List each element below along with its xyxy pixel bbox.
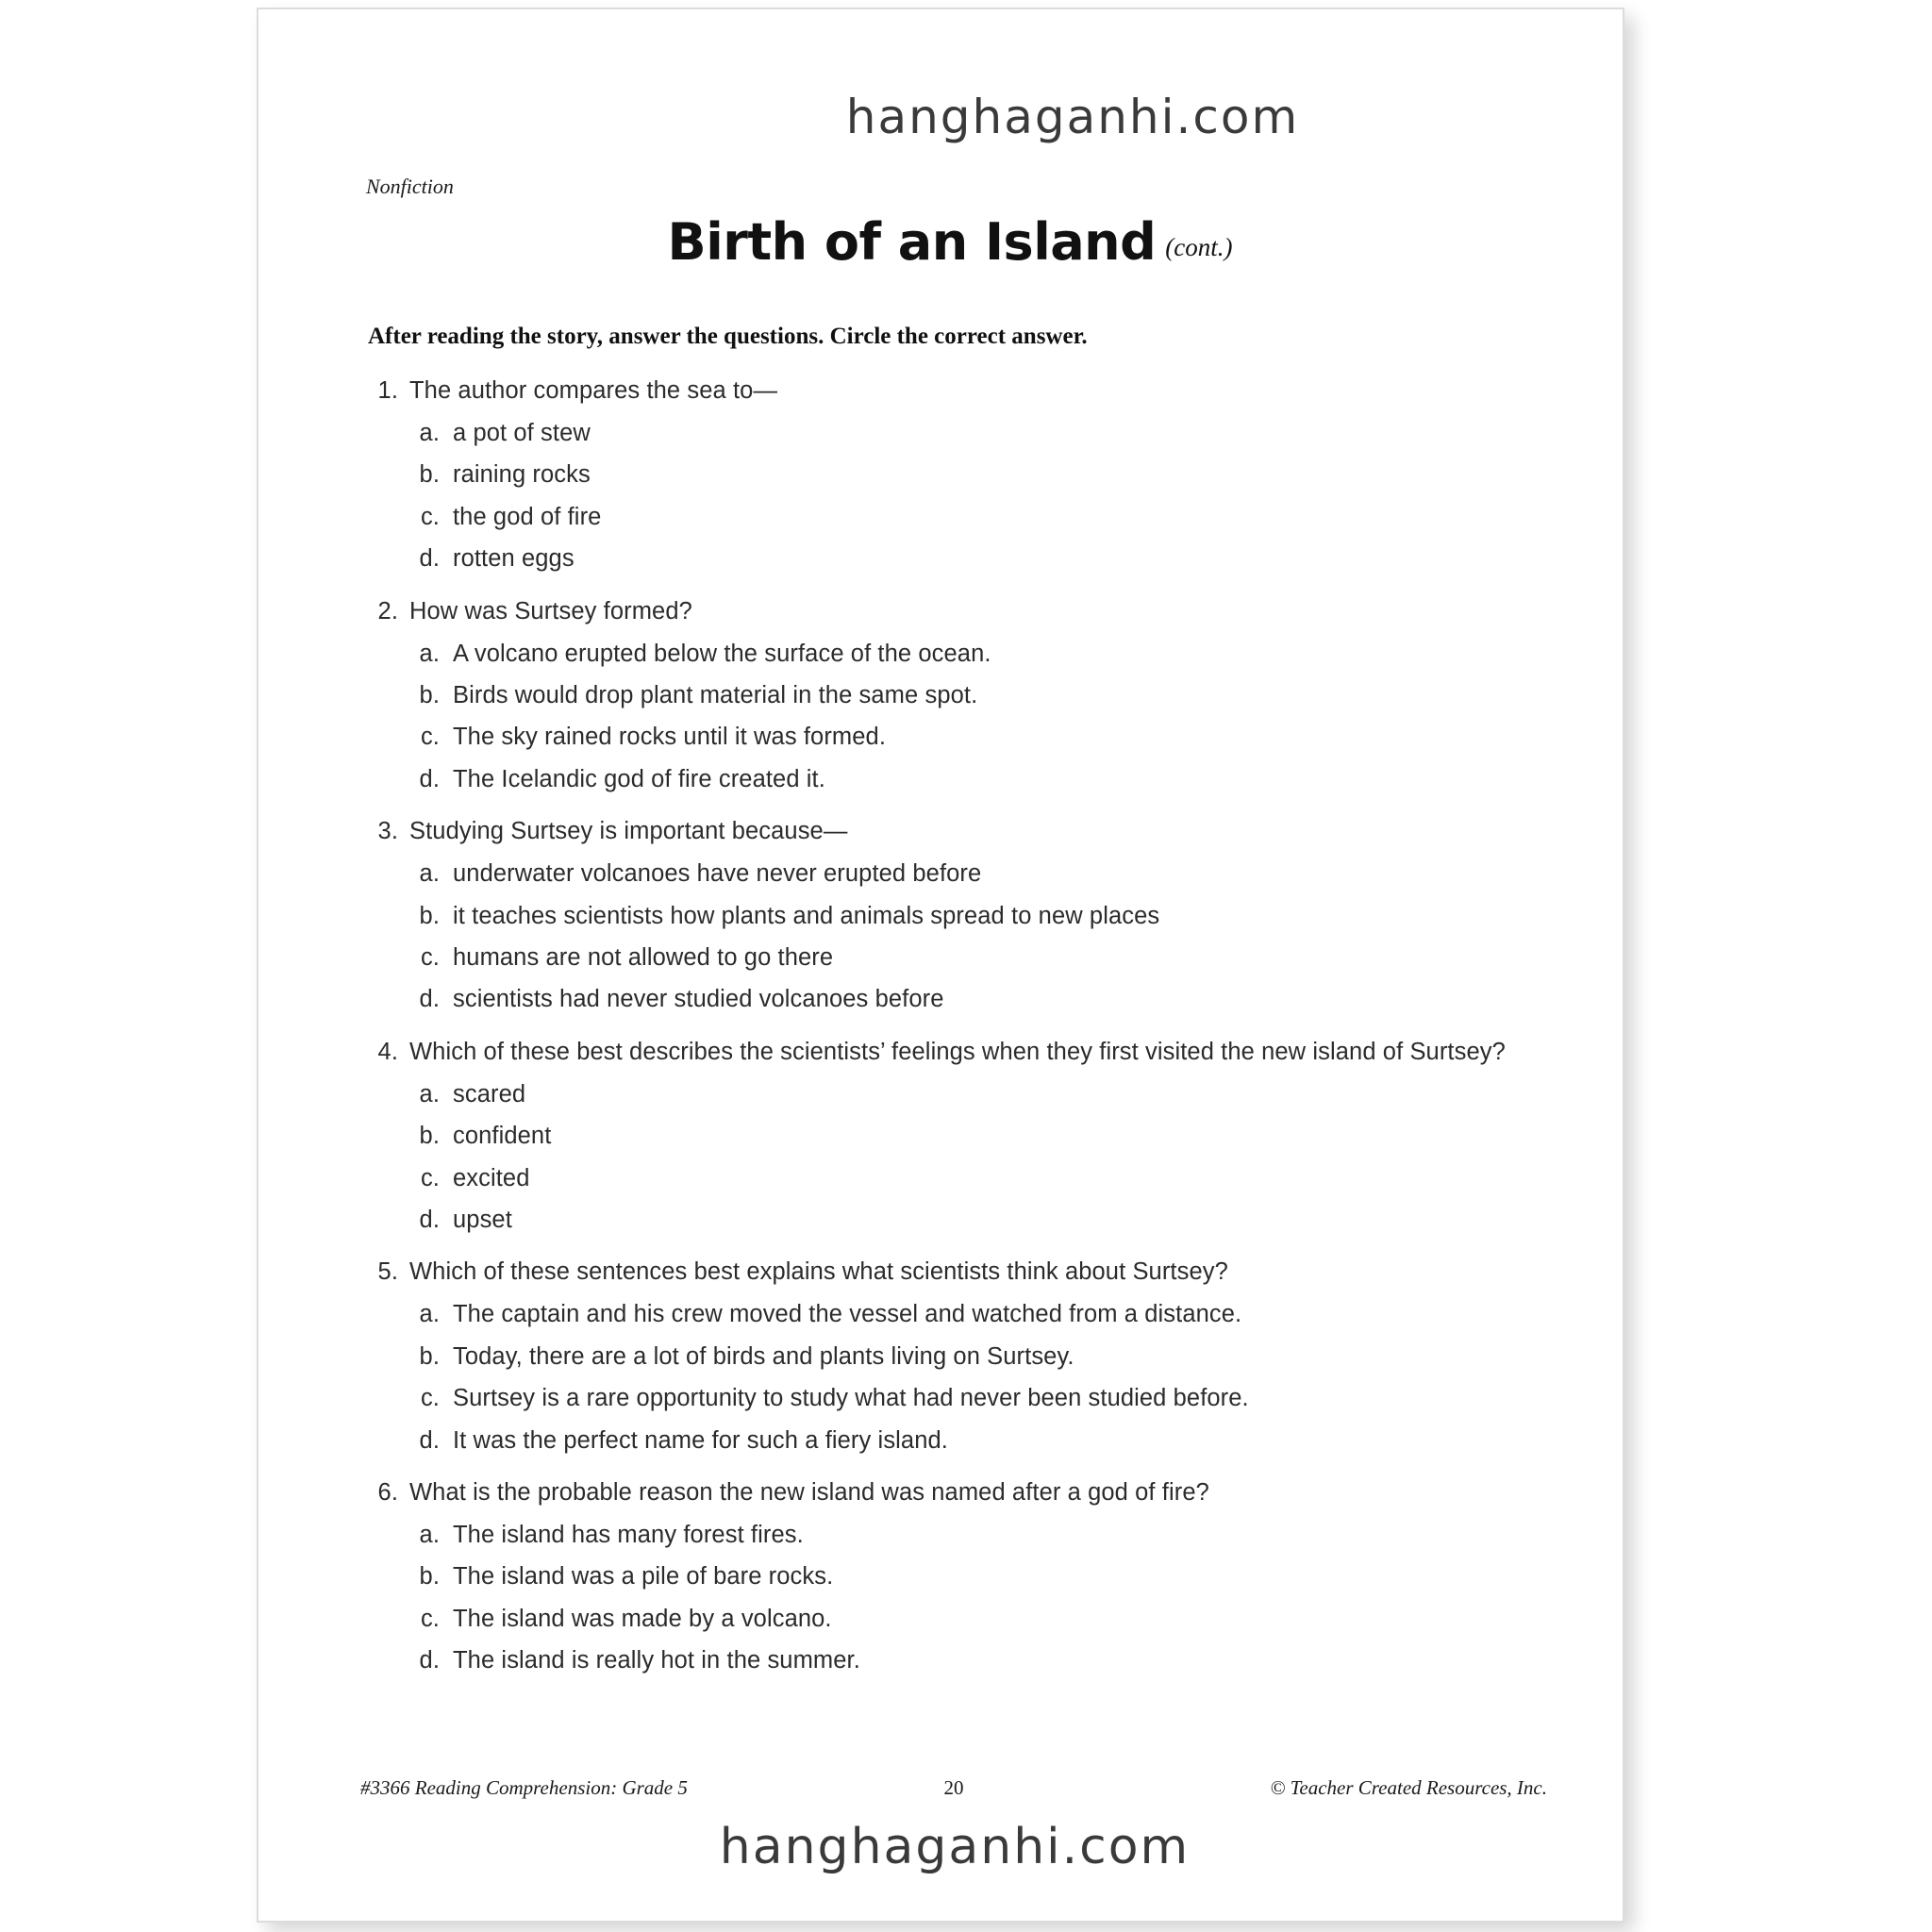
question-number: 2. <box>377 597 398 625</box>
question-block <box>368 816 1519 1016</box>
choice-text: Surtsey is a rare opportunity to study what had never been studied before. <box>453 1385 1249 1412</box>
choice-item[interactable] <box>368 763 1519 795</box>
page-number: 20 <box>943 1776 964 1799</box>
choice-item[interactable] <box>368 721 1519 753</box>
title-row <box>258 212 1623 272</box>
choice-letter: a. <box>419 640 440 667</box>
choice-text: confident <box>453 1123 552 1150</box>
choice-text: The island is really hot in the summer. <box>453 1647 860 1674</box>
choice-text: upset <box>453 1206 512 1233</box>
choice-item[interactable] <box>368 1204 1519 1236</box>
question-block <box>368 596 1519 796</box>
choice-text: The island was a pile of bare rocks. <box>453 1563 834 1591</box>
choice-item[interactable] <box>368 858 1519 890</box>
question-line <box>368 596 1519 628</box>
choice-letter: c. <box>420 724 440 751</box>
question-block <box>368 1037 1519 1237</box>
choice-text: The captain and his crew moved the vessel and watched from a distance. <box>453 1301 1242 1328</box>
choice-text: The Icelandic god of fire created it. <box>453 765 825 792</box>
choice-text: scared <box>453 1080 526 1108</box>
choice-letter: d. <box>419 1426 440 1454</box>
choice-item[interactable] <box>368 679 1519 711</box>
choice-text: the god of fire <box>453 503 602 530</box>
question-block <box>368 1257 1519 1457</box>
choice-text: it teaches scientists how plants and animals spread to new places <box>453 902 1160 929</box>
question-block <box>368 375 1519 575</box>
choice-letter: b. <box>419 902 440 929</box>
choice-letter: a. <box>419 1521 440 1548</box>
choice-item[interactable] <box>368 458 1519 491</box>
question-text: What is the probable reason the new island was named after a god of fire? <box>409 1478 1209 1506</box>
question-line <box>368 1257 1519 1289</box>
watermark-top: hanghaganhi.com <box>845 90 1300 144</box>
footer-copyright: © Teacher Created Resources, Inc. <box>1270 1776 1547 1799</box>
choice-item[interactable] <box>368 501 1519 533</box>
footer-book-title: #3366 Reading Comprehension: Grade 5 <box>360 1776 688 1799</box>
choice-letter: a. <box>419 1301 440 1328</box>
choice-letter: c. <box>420 1385 440 1412</box>
choice-text: raining rocks <box>453 461 591 489</box>
choice-letter: a. <box>419 419 440 446</box>
choice-item[interactable] <box>368 1603 1519 1635</box>
choice-item[interactable] <box>368 417 1519 449</box>
choice-text: It was the perfect name for such a fiery island. <box>453 1426 948 1454</box>
question-text: Which of these best describes the scientists’ feelings when they first visited the new island of Surtsey? <box>409 1038 1506 1065</box>
choice-letter: c. <box>420 503 440 530</box>
choice-item[interactable] <box>368 1120 1519 1152</box>
choice-item[interactable] <box>368 542 1519 575</box>
title-continued-label: (cont.) <box>1165 233 1233 261</box>
question-line <box>368 375 1519 408</box>
choice-item[interactable] <box>368 983 1519 1015</box>
question-line <box>368 1477 1519 1509</box>
choice-letter: b. <box>419 461 440 489</box>
worksheet-page <box>257 8 1624 1923</box>
choice-text: excited <box>453 1164 530 1191</box>
choice-letter: d. <box>419 545 440 573</box>
choice-text: rotten eggs <box>453 545 575 573</box>
choice-letter: d. <box>419 1647 440 1674</box>
choice-text: humans are not allowed to go there <box>453 943 834 971</box>
page-footer <box>360 1776 1547 1800</box>
question-text: How was Surtsey formed? <box>409 597 692 625</box>
choice-text: The island has many forest fires. <box>453 1521 804 1548</box>
choice-letter: a. <box>419 1080 440 1108</box>
choice-item[interactable] <box>368 1078 1519 1110</box>
choice-letter: a. <box>419 860 440 888</box>
choice-item[interactable] <box>368 1298 1519 1330</box>
question-line <box>368 1037 1519 1069</box>
choice-text: A volcano erupted below the surface of the ocean. <box>453 640 991 667</box>
choice-item[interactable] <box>368 900 1519 932</box>
choice-letter: d. <box>419 986 440 1013</box>
choice-letter: c. <box>420 943 440 971</box>
question-text: The author compares the sea to— <box>409 377 778 404</box>
choice-item[interactable] <box>368 638 1519 670</box>
question-text: Which of these sentences best explains what scientists think about Surtsey? <box>409 1258 1228 1286</box>
choice-letter: c. <box>420 1164 440 1191</box>
choice-item[interactable] <box>368 941 1519 974</box>
choice-letter: b. <box>419 681 440 708</box>
question-block <box>368 1477 1519 1677</box>
genre-label: Nonfiction <box>366 175 454 198</box>
choice-text: scientists had never studied volcanoes before <box>453 986 944 1013</box>
directions-text: After reading the story, answer the questions. Circle the correct answer. <box>368 324 1088 349</box>
question-text: Studying Surtsey is important because— <box>409 818 848 845</box>
choice-item[interactable] <box>368 1162 1519 1194</box>
choice-text: a pot of stew <box>453 419 591 446</box>
question-number: 3. <box>377 818 398 845</box>
question-line <box>368 816 1519 848</box>
choice-letter: b. <box>419 1342 440 1370</box>
choice-item[interactable] <box>368 1341 1519 1373</box>
choice-text: The sky rained rocks until it was formed. <box>453 724 887 751</box>
watermark-bottom: hanghaganhi.com <box>719 1819 1191 1875</box>
questions-list <box>368 375 1519 1698</box>
choice-letter: d. <box>419 1206 440 1233</box>
choice-text: The island was made by a volcano. <box>453 1605 832 1632</box>
choice-item[interactable] <box>368 1382 1519 1414</box>
question-number: 1. <box>377 377 398 404</box>
choice-item[interactable] <box>368 1560 1519 1592</box>
question-number: 6. <box>377 1478 398 1506</box>
choice-letter: b. <box>419 1563 440 1591</box>
choice-text: underwater volcanoes have never erupted before <box>453 860 982 888</box>
choice-letter: b. <box>419 1123 440 1150</box>
choice-text: Birds would drop plant material in the same spot. <box>453 681 978 708</box>
choice-item[interactable] <box>368 1424 1519 1457</box>
choice-item[interactable] <box>368 1519 1519 1551</box>
choice-item[interactable] <box>368 1644 1519 1676</box>
question-number: 4. <box>377 1038 398 1065</box>
page-title: Birth of an Island <box>667 212 1157 272</box>
question-number: 5. <box>377 1258 398 1286</box>
choice-letter: d. <box>419 765 440 792</box>
choice-letter: c. <box>420 1605 440 1632</box>
choice-text: Today, there are a lot of birds and plants living on Surtsey. <box>453 1342 1074 1370</box>
